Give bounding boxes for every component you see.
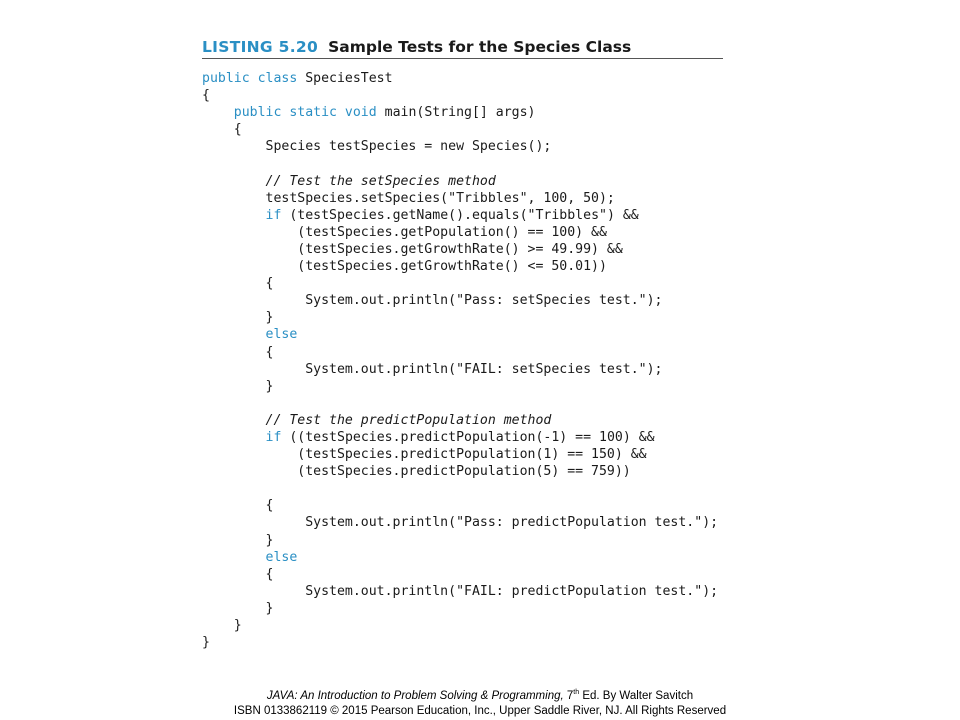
code-line	[202, 617, 718, 634]
code-line	[202, 207, 718, 224]
footer-edition-suffix: th	[573, 689, 580, 696]
code-text: }	[202, 600, 274, 616]
listing-title: Sample Tests for the Species Class	[328, 38, 632, 56]
code-keyword: else	[265, 327, 298, 343]
code-text: }	[202, 635, 210, 651]
code-text: System.out.println("FAIL: setSpecies test.");	[202, 361, 663, 377]
code-line	[202, 224, 718, 241]
code-line	[202, 241, 718, 258]
code-text: (testSpecies.getGrowthRate() <= 50.01))	[202, 259, 607, 275]
code-line	[202, 344, 718, 361]
code-listing	[202, 70, 718, 651]
code-line	[202, 429, 718, 446]
footer-book-title: JAVA: An Introduction to Problem Solving & Programming,	[266, 689, 567, 702]
code-line	[202, 566, 718, 583]
code-text: }	[202, 532, 274, 548]
code-keyword: if	[265, 207, 282, 223]
code-line	[202, 463, 718, 480]
code-line	[202, 121, 718, 138]
code-line	[202, 600, 718, 617]
code-line	[202, 275, 718, 292]
code-text: (testSpecies.getName().equals("Tribbles") &&	[281, 207, 639, 223]
code-text: Species testSpecies = new Species();	[202, 139, 552, 155]
listing-number: LISTING 5.20	[202, 38, 319, 56]
code-text: System.out.println("Pass: predictPopulation test.");	[202, 515, 719, 531]
code-line	[202, 190, 718, 207]
code-text: ((testSpecies.predictPopulation(-1) == 100) &&	[281, 429, 655, 445]
footer-book-line	[0, 685, 960, 704]
code-text: {	[202, 344, 274, 360]
footer-edition-number: 7	[566, 689, 574, 702]
code-text: (testSpecies.getPopulation() == 100) &&	[202, 224, 607, 240]
code-text	[202, 105, 234, 120]
code-line	[202, 634, 718, 651]
code-comment: // Test the setSpecies method	[265, 173, 496, 189]
code-line	[202, 258, 718, 275]
code-text: {	[202, 276, 274, 292]
code-line	[202, 173, 718, 190]
code-line	[202, 497, 718, 514]
code-line	[202, 155, 718, 172]
code-line	[202, 412, 718, 429]
code-line	[202, 583, 718, 600]
code-keyword: else	[265, 549, 298, 565]
code-text	[202, 413, 266, 428]
code-line	[202, 378, 718, 395]
code-line	[202, 309, 718, 326]
code-line	[202, 70, 718, 87]
code-text: System.out.println("Pass: setSpecies test.");	[202, 293, 663, 309]
code-line	[202, 549, 718, 566]
code-text: {	[202, 122, 242, 138]
copyright-footer	[0, 685, 960, 719]
code-line	[202, 361, 718, 378]
code-keyword: public static void	[233, 105, 377, 121]
code-comment: // Test the predictPopulation method	[265, 412, 552, 428]
code-text: {	[202, 88, 210, 104]
code-text: }	[202, 618, 242, 633]
code-text: System.out.println("FAIL: predictPopulation test.");	[202, 583, 719, 599]
code-text	[202, 550, 266, 565]
code-line	[202, 480, 718, 497]
code-text	[202, 327, 266, 342]
code-text: (testSpecies.getGrowthRate() >= 49.99) &&	[202, 241, 623, 257]
code-text: SpeciesTest	[297, 71, 393, 86]
footer-isbn-line: ISBN 0133862119 © 2015 Pearson Education, Inc., Upper Saddle River, NJ. All Rights Reserved	[233, 704, 727, 717]
code-text: {	[202, 498, 274, 514]
code-text	[202, 174, 266, 189]
code-line	[202, 138, 718, 155]
code-keyword: public class	[202, 71, 298, 86]
code-line	[202, 446, 718, 463]
code-text: (testSpecies.predictPopulation(1) == 150) &&	[202, 447, 647, 463]
code-line	[202, 514, 718, 531]
code-line	[202, 87, 718, 104]
code-line	[202, 104, 718, 121]
code-line	[202, 326, 718, 343]
code-text: }	[202, 310, 274, 326]
code-text	[202, 430, 266, 445]
code-keyword: if	[265, 429, 282, 445]
footer-edition-author: Ed. By Walter Savitch	[579, 689, 694, 702]
code-line	[202, 292, 718, 309]
code-line	[202, 532, 718, 549]
code-line	[202, 395, 718, 412]
code-text: (testSpecies.predictPopulation(5) == 759))	[202, 464, 631, 480]
code-text: }	[202, 378, 274, 394]
listing-header	[202, 36, 723, 59]
code-text	[202, 208, 266, 223]
code-text: {	[202, 566, 274, 582]
code-text: main(String[] args)	[376, 105, 536, 121]
code-text: testSpecies.setSpecies("Tribbles", 100, 50);	[202, 190, 615, 206]
